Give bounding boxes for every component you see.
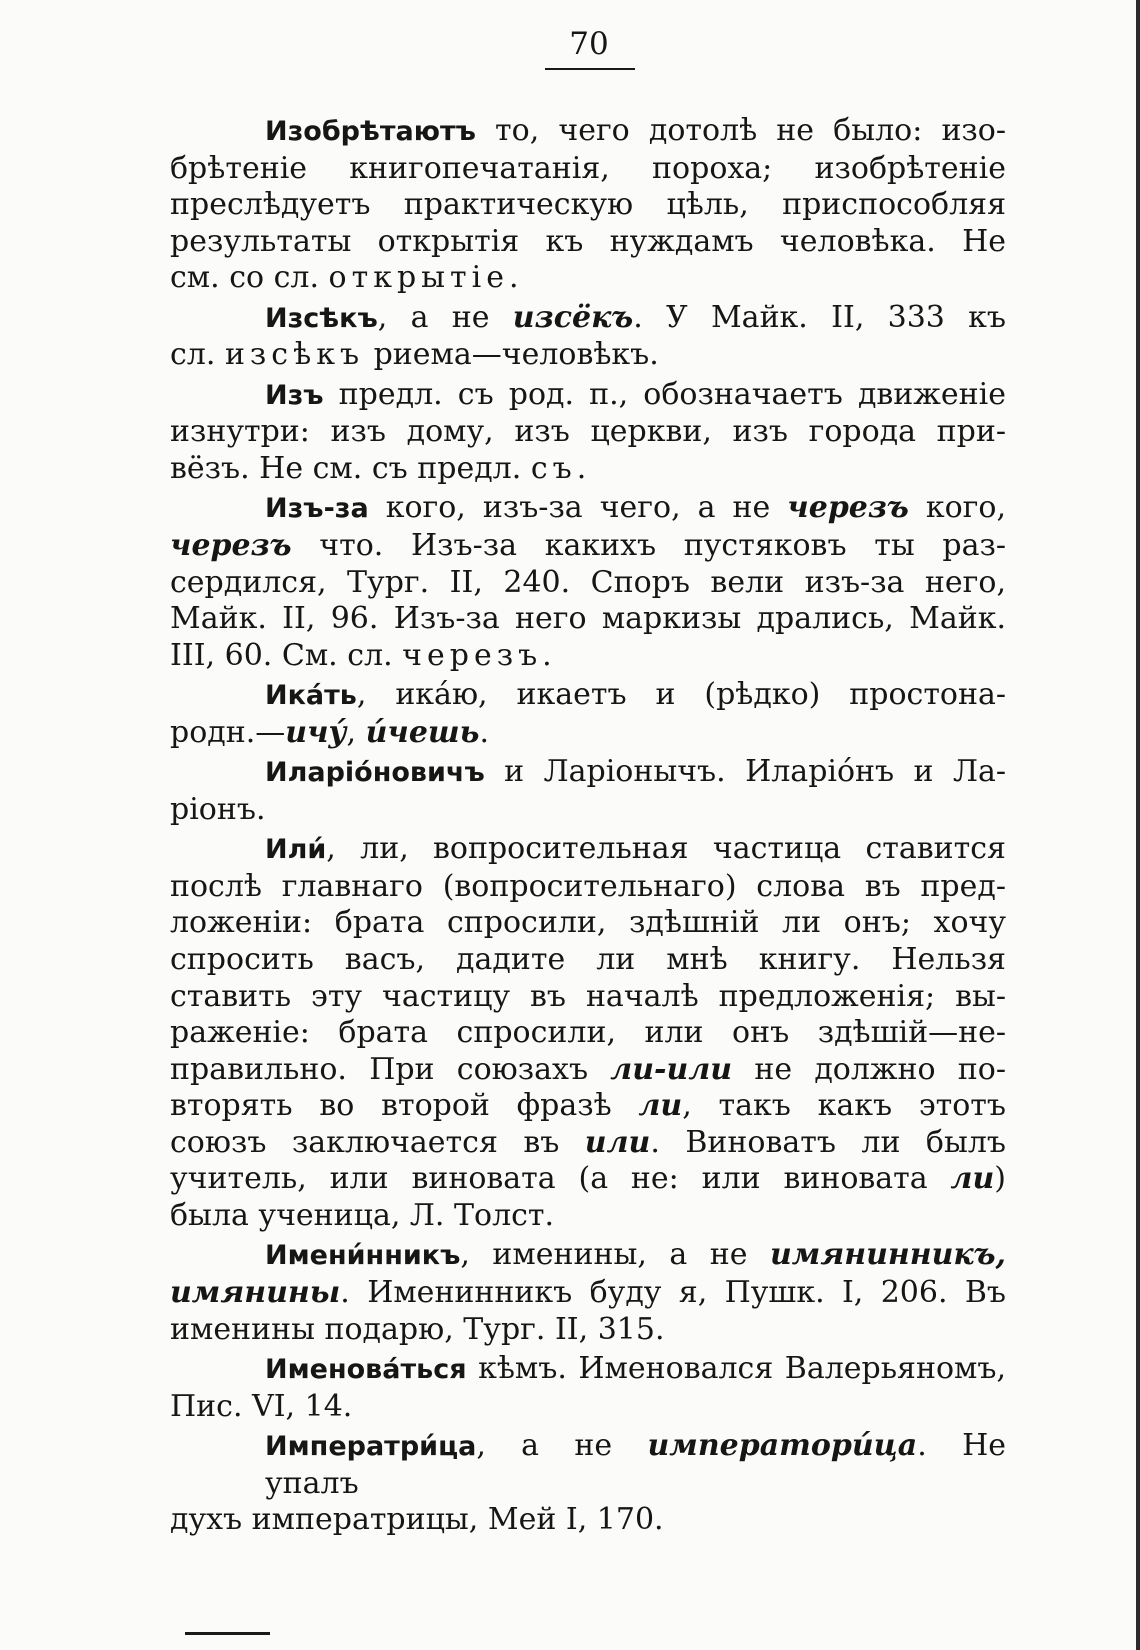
entry-text: . У Майк. II, 333 къ	[633, 299, 1006, 335]
entry-line	[170, 113, 1006, 151]
entry-line	[170, 1052, 1006, 1089]
italic-word: черезъ	[170, 528, 292, 564]
entry-headword: Именовáться	[265, 1354, 467, 1386]
entry-line	[170, 677, 1006, 715]
entry-line	[170, 869, 1006, 906]
entry-text: , а не	[377, 299, 513, 335]
italic-word: ли	[950, 1161, 995, 1197]
entry-headword: Иларіóновичъ	[265, 757, 485, 789]
entry-line	[170, 1015, 1006, 1052]
entry-line	[170, 1275, 1006, 1312]
italic-word: имянины	[170, 1274, 341, 1310]
italic-word: черезъ	[787, 490, 909, 526]
entry-line	[170, 151, 1006, 188]
entry-text: III, 60. См. сл.	[170, 637, 403, 673]
entry-text: ставить эту частицу въ началѣ предложенія; вы-	[170, 978, 1006, 1014]
entry-line	[170, 1312, 1006, 1349]
entry-text: раженіе: брата спросили, или онъ здѣшій—не-	[170, 1015, 1006, 1051]
entry-text: см. со сл.	[170, 260, 329, 296]
entry-text: результаты открытія къ нуждамъ человѣка. Не	[170, 223, 1006, 259]
entry-headword: Изъ-за	[265, 493, 369, 525]
italic-word: изсёкъ	[512, 299, 634, 335]
italic-word: ичу́	[285, 714, 347, 750]
entry-line	[170, 601, 1006, 638]
dictionary-entry	[170, 113, 1006, 297]
entry-line	[170, 528, 1006, 565]
dictionary-entry	[170, 754, 1006, 828]
entry-line	[170, 224, 1006, 261]
entry-line	[170, 260, 1006, 297]
dictionary-entry	[170, 490, 1006, 674]
entry-text: спросить васъ, дадите ли мнѣ книгу. Нельзя	[170, 942, 1006, 978]
entry-text: послѣ главнаго (вопросительнаго) слова въ пред-	[170, 868, 1006, 904]
entry-line	[170, 300, 1006, 338]
entry-text: предл. съ род. п., обозначаетъ движеніе	[323, 376, 1006, 412]
entry-text: )	[994, 1161, 1006, 1197]
entry-line	[170, 187, 1006, 224]
dictionary-entry	[170, 831, 1006, 1234]
entry-text: родн.—	[170, 714, 286, 750]
entry-text: , именины, а не	[460, 1237, 770, 1273]
entry-text: преслѣдуетъ практическую цѣль, приспособляя	[170, 187, 1006, 223]
entry-line	[170, 1502, 1006, 1539]
entry-headword: Императри́ца	[265, 1431, 477, 1463]
entry-text: ,	[346, 714, 366, 750]
entry-line	[170, 1237, 1006, 1275]
entry-headword: Изъ	[265, 379, 324, 411]
spaced-word: съ	[530, 450, 577, 486]
dictionary-entry	[170, 300, 1006, 374]
entry-text: сердился, Тург. II, 240. Споръ вели изъ-за него,	[170, 564, 1006, 600]
entry-line	[170, 905, 1006, 942]
entry-headword: Изобрѣтаютъ	[265, 116, 476, 147]
entry-text: ложеніи: брата спросили, здѣшній ли онъ; хочу	[170, 905, 1006, 941]
entry-text: , такъ какъ этотъ	[682, 1088, 1006, 1124]
spaced-word: изсѣкъ	[224, 337, 365, 373]
entry-text: . Именинникъ буду я, Пушк. I, 206. Въ	[340, 1274, 1006, 1310]
italic-word: имянинникъ,	[769, 1237, 1006, 1273]
entry-line	[170, 451, 1006, 488]
entry-text: изнутри: изъ дому, изъ церкви, изъ города при-	[170, 414, 1006, 450]
entry-line	[170, 377, 1006, 415]
page-number-underline	[545, 68, 635, 70]
entry-text: была ученица, Л. Толст.	[170, 1197, 555, 1233]
entry-text: риема—человѣкъ.	[364, 337, 659, 373]
dictionary-entry	[170, 1351, 1006, 1425]
entry-line	[170, 490, 1006, 528]
entry-text: учитель, или виновата (а не: или виновата	[170, 1161, 951, 1197]
entry-text: . Виноватъ ли былъ	[650, 1124, 1006, 1160]
entry-line	[170, 715, 1006, 752]
entry-text: союзъ заключается въ	[170, 1124, 585, 1160]
entry-text: , икáю, икаетъ и (рѣдко) простона-	[356, 677, 1006, 713]
entry-text: кого, изъ-за чего, а не	[368, 490, 788, 526]
entry-headword: Икáть	[265, 680, 357, 712]
entry-text: .	[542, 637, 552, 673]
entry-text: вторять во второй фразѣ	[170, 1088, 639, 1124]
entry-line	[170, 1198, 1006, 1235]
spaced-word: черезъ	[402, 637, 543, 673]
italic-word: императори́ца	[647, 1428, 918, 1464]
dictionary-text	[170, 113, 1006, 1542]
entry-line	[170, 1389, 1006, 1426]
entry-text: . Не упалъ	[265, 1428, 1006, 1501]
entry-line	[170, 1161, 1006, 1198]
entry-line	[170, 754, 1006, 792]
page-binding-edge	[1136, 0, 1140, 1650]
entry-text: что. Изъ-за какихъ пустяковъ ты раз-	[291, 528, 1006, 564]
italic-word: или	[584, 1124, 651, 1160]
entry-line	[170, 1088, 1006, 1125]
entry-text: .	[479, 714, 489, 750]
entry-line	[170, 638, 1006, 675]
entry-text: именины подарю, Тург. II, 315.	[170, 1311, 665, 1347]
entry-text: .	[508, 260, 519, 296]
dictionary-entry	[170, 1428, 1006, 1539]
entry-line	[170, 1125, 1006, 1162]
entry-text: правильно. При союзахъ	[170, 1051, 611, 1087]
spaced-word: открытіе	[328, 260, 509, 296]
entry-text: , а не	[476, 1428, 648, 1464]
entry-line	[170, 337, 1006, 374]
entry-line	[170, 1428, 1006, 1502]
entry-line	[170, 979, 1006, 1016]
entry-text: Майк. II, 96. Изъ-за него маркизы дрались, Майк.	[170, 601, 1006, 637]
dictionary-entry	[170, 677, 1006, 751]
entry-text: .	[576, 450, 587, 486]
entry-text: не должно по-	[732, 1051, 1006, 1087]
entry-line	[170, 414, 1006, 451]
entry-line	[170, 942, 1006, 979]
entry-headword: Изсѣкъ	[265, 302, 378, 334]
entry-text: сл.	[170, 337, 225, 373]
entry-text: брѣтеніе книгопечатанія, пороха; изобрѣтеніе	[170, 150, 1006, 186]
entry-text: Пис. VI, 14.	[170, 1388, 353, 1424]
entry-text: ріонъ.	[170, 791, 266, 827]
italic-word: ли-или	[610, 1051, 733, 1087]
dictionary-entry	[170, 1237, 1006, 1348]
entry-text: духъ императрицы, Мей I, 170.	[170, 1502, 664, 1538]
entry-text: и Ларіонычъ. Иларіóнъ и Ла-	[484, 754, 1006, 790]
entry-text: кѣмъ. Именовался Валерьяномъ,	[466, 1351, 1006, 1387]
dictionary-entry	[170, 377, 1006, 488]
entry-text: вёзъ. Не см. съ предл.	[170, 450, 531, 486]
entry-headword: Или́	[265, 834, 327, 866]
footer-rule	[185, 1632, 270, 1635]
entry-text: кого,	[908, 490, 1006, 526]
italic-word: и́чешь	[365, 714, 480, 750]
page-number: 70	[569, 26, 609, 62]
entry-line	[170, 831, 1006, 869]
italic-word: ли	[638, 1088, 683, 1124]
entry-line	[170, 792, 1006, 829]
entry-text: , ли, вопросительная частица ставится	[326, 831, 1006, 867]
entry-text: то, чего дотолѣ не было: изо-	[475, 113, 1006, 148]
entry-headword: Имени́нникъ	[265, 1240, 461, 1272]
entry-line	[170, 565, 1006, 602]
entry-line	[170, 1351, 1006, 1389]
